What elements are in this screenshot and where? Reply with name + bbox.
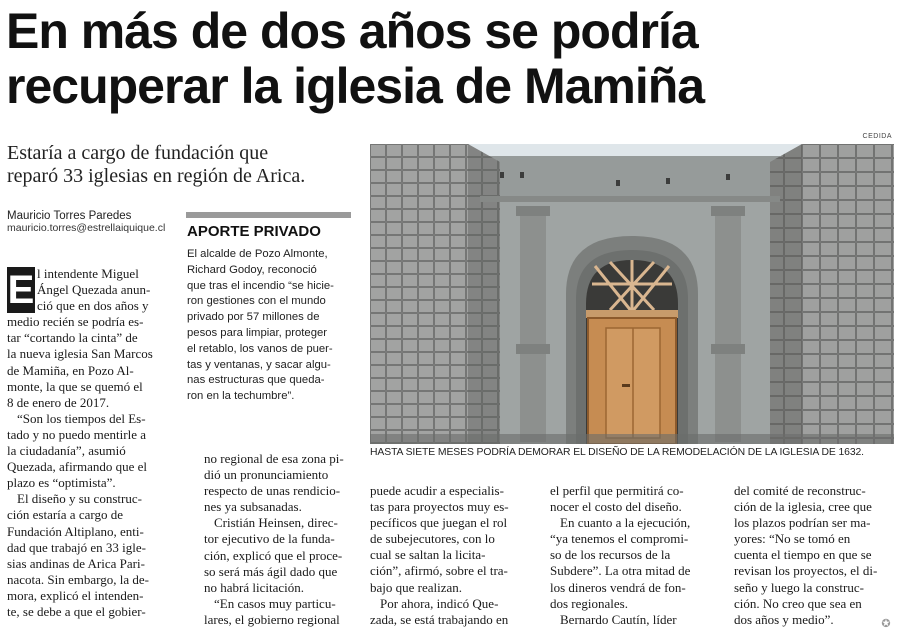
body-line: nacota. Sin embargo, la de- <box>7 571 149 587</box>
body-line: so será más ágil dado que <box>204 563 338 579</box>
body-line: pecíficos que juegan el rol <box>370 515 508 531</box>
drop-cap: E <box>7 268 35 312</box>
body-line: sias andinas de Arica Pari- <box>7 555 145 571</box>
sidebar-rule <box>186 212 351 218</box>
corner-mark-icon: ✪ <box>881 617 891 630</box>
body-line: ción. No creo que sea en <box>734 595 862 611</box>
body-line: Quezada, afirmando que el <box>7 459 148 475</box>
body-line: lares, el gobierno regional <box>204 611 340 627</box>
body-line: dad que trabajó en 33 igle- <box>7 539 146 555</box>
body-line: los dineros vendrá de fon- <box>550 579 686 595</box>
body-line: revisan los proyectos, el di- <box>734 563 878 579</box>
author-name: Mauricio Torres Paredes <box>7 210 132 222</box>
sidebar-title: APORTE PRIVADO <box>187 223 321 240</box>
body-line: cual se saltan la licita- <box>370 547 486 563</box>
body-line: ción estaría a cargo de <box>7 507 123 523</box>
body-line: nes ya subsanadas. <box>204 499 302 515</box>
headline <box>6 4 896 114</box>
body-line: ción, explicó que el proce- <box>204 547 343 563</box>
body-line: El diseño y su construc- <box>17 491 142 507</box>
body-line: no regional de esa zona pi- <box>204 451 344 466</box>
body-line: nocer el costo del diseño. <box>550 499 682 515</box>
body-line: zada, se está trabajando en <box>370 611 509 627</box>
sidebar-line: privado por 57 millones de <box>187 311 320 324</box>
body-line: monte, la que se quemó el <box>7 378 143 394</box>
body-line: Ángel Quezada anun- <box>37 282 151 298</box>
sidebar-line: ron gestiones con el mundo <box>187 295 326 308</box>
article-column-3 <box>370 483 530 628</box>
sidebar-line: ron en la techumbre”. <box>187 390 295 403</box>
body-line: los plazos podrían ser ma- <box>734 515 871 531</box>
body-line: Subdere”. La otra mitad de <box>550 563 691 579</box>
body-line: tado y no puedo mentirle a <box>7 426 146 442</box>
article-column-4 <box>550 483 715 628</box>
body-line: puede acudir a especialis- <box>370 483 504 498</box>
body-line: respecto de unas rendicio- <box>204 483 341 499</box>
body-line: dos años y medio”. <box>734 611 834 627</box>
body-line: no habrá licitación. <box>204 579 304 595</box>
subhead-line-1: Estaría a cargo de fundación que <box>7 142 269 164</box>
photo-caption: HASTA SIETE MESES PODRÍA DEMORAR EL DISEÑO DE LA REMODELACIÓN DE LA IGLESIA DE 1632. <box>370 447 864 458</box>
body-line: el perfil que permitirá co- <box>550 483 684 498</box>
body-line: l intendente Miguel <box>37 266 139 281</box>
sidebar-line: nas estructuras que queda- <box>187 374 325 387</box>
body-line: tas para proyectos muy es- <box>370 499 509 515</box>
body-line: medio recién se podría es- <box>7 314 144 330</box>
sidebar-line: el retablo, los vanos de puer- <box>187 342 333 355</box>
body-line: ción de la iglesia, cree que <box>734 499 872 515</box>
byline <box>7 210 182 234</box>
body-line: dió un pronunciamiento <box>204 467 329 483</box>
body-line: “Son los tiempos del Es- <box>17 410 146 426</box>
body-line: mora, explicó el intenden- <box>7 587 144 603</box>
body-line: En cuanto a la ejecución, <box>560 515 691 531</box>
church-photo <box>370 144 894 444</box>
headline-line-2: recuperar la iglesia de Mamiña <box>6 58 705 114</box>
sidebar-body <box>187 247 357 405</box>
headline-line-1: En más de dos años se podría <box>6 3 698 59</box>
body-line: la ciudadanía”, asumió <box>7 443 126 459</box>
sidebar-line: El alcalde de Pozo Almonte, <box>187 248 328 260</box>
body-line: plazo es “optimista”. <box>7 475 116 491</box>
article-column-1 <box>7 266 179 620</box>
body-line: 8 de enero de 2017. <box>7 394 110 410</box>
body-line: bajo que realizan. <box>370 579 463 595</box>
author-email: mauricio.torres@estrellaiquique.cl <box>7 222 166 234</box>
body-line: Bernardo Cautín, líder <box>560 611 677 627</box>
body-line: so de los recursos de la <box>550 547 671 563</box>
sidebar-line: pesos para limpiar, proteger <box>187 326 328 339</box>
article-column-5 <box>734 483 896 628</box>
body-line: tar “cortando la cinta” de <box>7 330 138 346</box>
body-line: Por ahora, indicó Que- <box>380 595 499 611</box>
subhead-line-2: reparó 33 iglesias en región de Arica. <box>7 165 306 187</box>
body-line: te, se debe a que el gobier- <box>7 603 146 619</box>
subheadline <box>7 142 357 188</box>
body-line: ció que en dos años y <box>37 298 149 314</box>
photo-credit: CEDIDA <box>862 133 892 140</box>
body-line: la nueva iglesia San Marcos <box>7 346 153 362</box>
body-line: cuenta el tiempo en que se <box>734 547 872 563</box>
body-line: dos regionales. <box>550 595 628 611</box>
body-line: “En casos muy particu- <box>214 595 336 611</box>
body-line: de subejecutores, con lo <box>370 531 495 547</box>
sidebar-line: tas y ventanas, y sacar algu- <box>187 358 331 371</box>
body-line: seño y luego la construc- <box>734 579 864 595</box>
sidebar-line: que tras el incendio “se hicie- <box>187 279 334 292</box>
body-line: ción”, afirmó, sobre el tra- <box>370 563 508 579</box>
body-line: tor ejecutivo de la funda- <box>204 531 335 547</box>
article-column-2 <box>204 451 358 628</box>
body-line: “ya tenemos el compromi- <box>550 531 689 547</box>
sidebar-line: Richard Godoy, reconoció <box>187 263 317 276</box>
body-line: Cristián Heinsen, direc- <box>214 515 338 531</box>
church-facade-illustration <box>370 144 894 444</box>
body-line: de Mamiña, en Pozo Al- <box>7 362 134 378</box>
body-line: del comité de reconstruc- <box>734 483 866 498</box>
body-line: Fundación Altiplano, enti- <box>7 523 144 539</box>
body-line: yores: “No se tomó en <box>734 531 851 547</box>
